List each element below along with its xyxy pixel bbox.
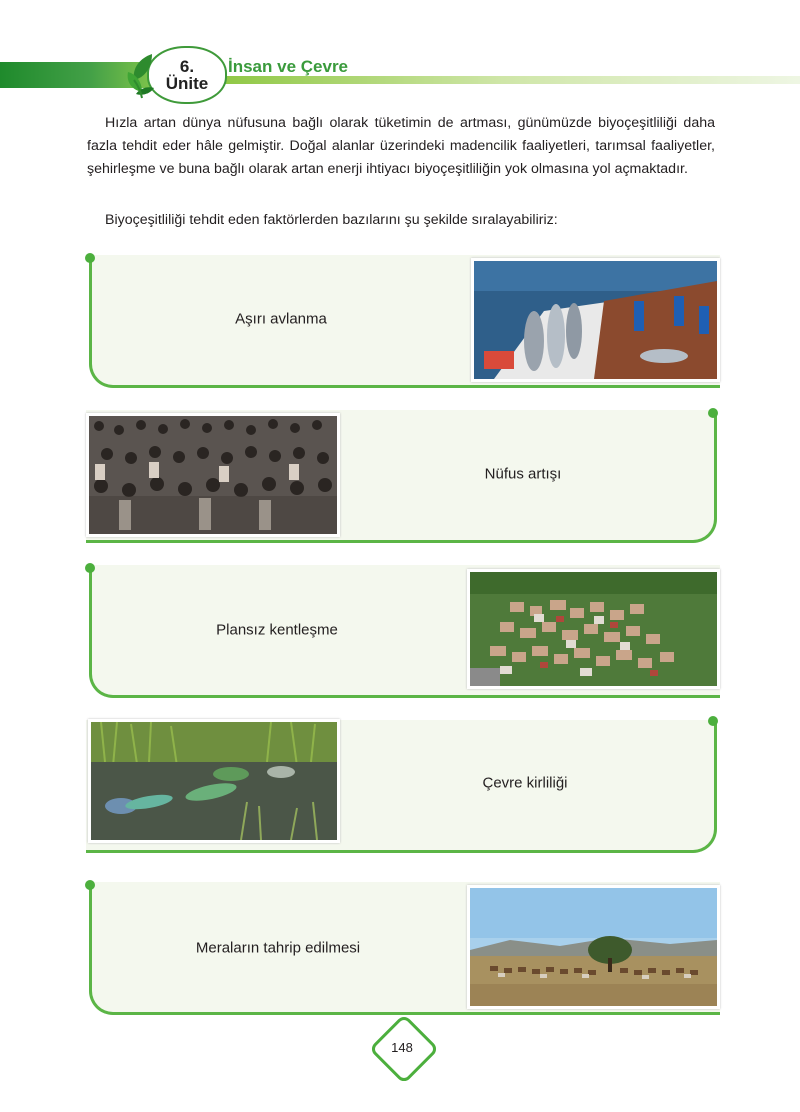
- pollution-photo: [88, 719, 340, 843]
- intro-paragraph: Hızla artan dünya nüfusuna bağlı olarak tüketimin de artması, günümüzde biyoçeşitliliği daha fazla tehdit eder hâle gelmiştir. Doğal alanlar üzerindeki madencilik faaliyetleri, tarımsal faaliyetler, şehirleşme ve buna bağlı olarak artan enerji ihtiyacı biyoçeşitliliğin yok olmasına yol açmaktadır.: [87, 115, 715, 177]
- unit-number: 6.: [179, 57, 195, 76]
- unit-word: Ünite: [165, 74, 209, 93]
- panel-dot: [708, 408, 718, 418]
- pasture-photo: [467, 885, 720, 1009]
- city-photo: [467, 569, 720, 689]
- factor-label: Çevre kirliliği: [482, 774, 568, 792]
- fishing-photo: [471, 258, 720, 382]
- panel-dot: [85, 253, 95, 263]
- factor-label: Plansız kentleşme: [216, 621, 338, 639]
- page-number: 148: [391, 1040, 413, 1055]
- factor-label: Meraların tahrip edilmesi: [195, 939, 361, 957]
- crowd-photo: [86, 413, 340, 537]
- panel-dot: [85, 880, 95, 890]
- leaf-icon: [122, 50, 168, 100]
- panel-dot: [708, 716, 718, 726]
- panel-dot: [85, 563, 95, 573]
- factor-label: Nüfus artışı: [484, 465, 562, 483]
- list-intro-paragraph: Biyoçeşitliliği tehdit eden faktörlerden bazılarını şu şekilde sıralayabiliriz:: [105, 212, 558, 228]
- factor-label: Aşırı avlanma: [235, 310, 327, 328]
- unit-title: İnsan ve Çevre: [228, 57, 349, 76]
- header-bar-right: [205, 76, 800, 84]
